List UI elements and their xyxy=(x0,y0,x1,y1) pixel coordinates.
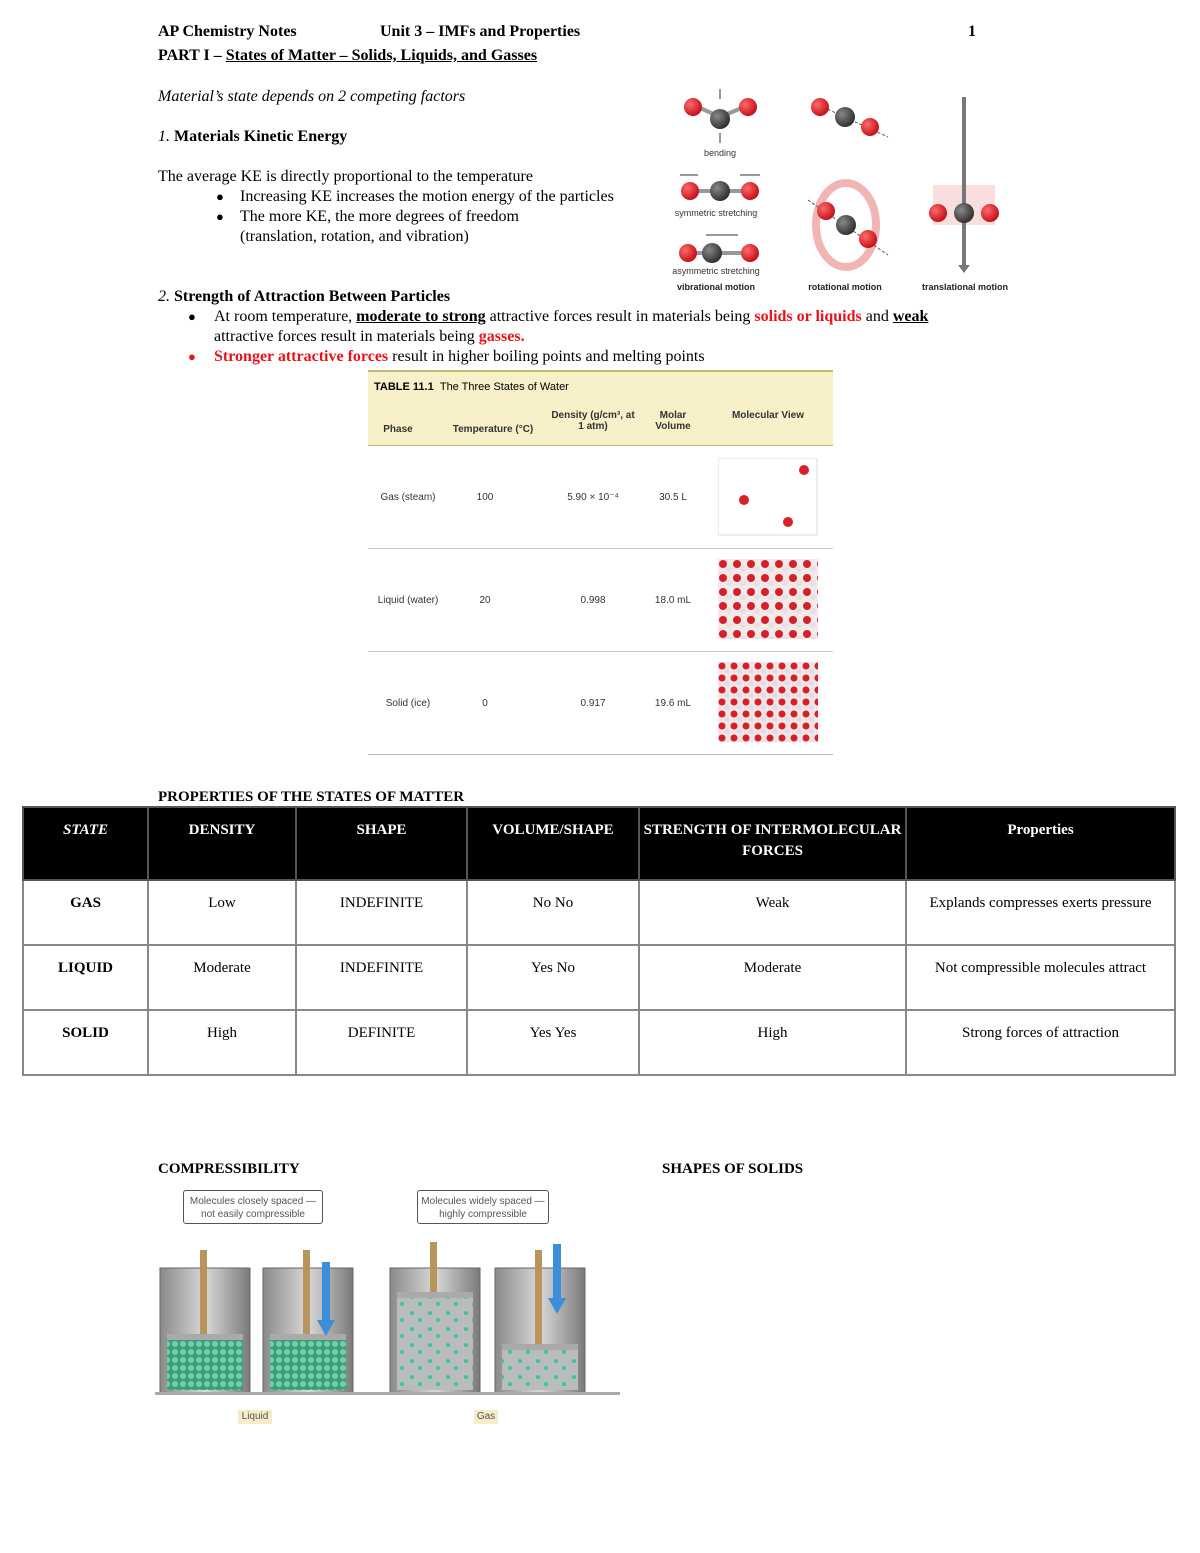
section1-bullet-2-cont: (translation, rotation, and vibration) xyxy=(240,228,469,245)
symmetric-label: symmetric stretching xyxy=(674,208,758,218)
symmetric-stretch-molecule-icon xyxy=(680,175,760,201)
section2-bullet-2: Stronger attractive forces result in higher boiling points and melting points xyxy=(214,348,705,365)
section1-bullet-2: The more KE, the more degrees of freedom xyxy=(240,208,519,225)
liquid-cylinder-compressed-icon xyxy=(263,1250,353,1393)
imf-cell: High xyxy=(639,1010,906,1075)
properties-cell: Strong forces of attraction xyxy=(906,1010,1175,1075)
part-prefix: PART I – xyxy=(158,47,226,64)
density-cell: Moderate xyxy=(148,945,296,1010)
state-cell: SOLID xyxy=(23,1010,148,1075)
gas-cylinder-compressed-icon xyxy=(495,1244,585,1393)
shape-cell: INDEFINITE xyxy=(296,945,467,1010)
properties-cell: Explands compresses exerts pressure xyxy=(906,880,1175,945)
bending-molecule-icon xyxy=(684,89,757,143)
gas-callout: Molecules widely spaced — highly compressible xyxy=(417,1190,549,1224)
table111-title: TABLE 11.1 The Three States of Water xyxy=(368,370,833,402)
col-header-volume-shape: VOLUME/SHAPE xyxy=(467,807,639,880)
col-header-imf-strength: STRENGTH OF INTERMOLECULAR FORCES xyxy=(639,807,906,880)
shapes-of-solids-title: SHAPES OF SOLIDS xyxy=(662,1161,804,1177)
volume-shape-cell: Yes No xyxy=(467,945,639,1010)
section2-bullet-1: At room temperature, moderate to strong attractive forces result in materials being solids or liquids and weak xyxy=(214,308,929,325)
imf-cell: Weak xyxy=(639,880,906,945)
table111-header: Phase Temperature (°C) Density (g/cm³, at 1 atm) Molar Volume Molecular View xyxy=(368,402,833,446)
col-header-density: DENSITY xyxy=(148,807,296,880)
bullet-icon: ● xyxy=(188,309,196,324)
section2-heading xyxy=(158,287,450,307)
section2-bullet-1-cont: attractive forces result in materials being gasses. xyxy=(214,328,525,345)
props-header-row xyxy=(23,807,1175,880)
section2-title: Strength of Attraction Between Particles xyxy=(174,288,451,305)
table111-row: Liquid (water) 20 0.998 18.0 mL xyxy=(368,549,833,652)
translational-molecule-icon xyxy=(929,97,999,273)
liquid-molecular-view xyxy=(718,559,818,639)
steam-molecular-view xyxy=(718,458,818,536)
table-row xyxy=(23,880,1175,945)
bullet-icon: ● xyxy=(216,209,224,224)
rotational-molecule-icon xyxy=(808,98,888,267)
table111-row: Gas (steam) 100 5.90 × 10⁻⁴ 30.5 L xyxy=(368,446,833,549)
properties-cell: Not compressible molecules attract xyxy=(906,945,1175,1010)
shape-cell: DEFINITE xyxy=(296,1010,467,1075)
imf-cell: Moderate xyxy=(639,945,906,1010)
gas-tag: Gas xyxy=(474,1410,498,1424)
col-header-properties: Properties xyxy=(906,807,1175,880)
vibrational-label: vibrational motion xyxy=(676,282,756,292)
liquid-callout: Molecules closely spaced — not easily compressible xyxy=(183,1190,323,1224)
table-row xyxy=(23,945,1175,1010)
compressibility-figure xyxy=(155,1228,620,1408)
part-title: States of Matter – Solids, Liquids, and Gasses xyxy=(225,47,538,64)
section2-number: 2. xyxy=(158,288,170,305)
asymmetric-label: asymmetric stretching xyxy=(672,266,760,276)
unit-title: Unit 3 – IMFs and Properties xyxy=(380,23,581,40)
intro-text: Material’s state depends on 2 competing factors xyxy=(158,88,466,105)
col-header-shape: SHAPE xyxy=(296,807,467,880)
bending-label: bending xyxy=(703,148,737,158)
state-cell: LIQUID xyxy=(23,945,148,1010)
bullet-icon: ● xyxy=(188,349,196,364)
compressibility-title: COMPRESSIBILITY xyxy=(158,1161,300,1177)
liquid-cylinder-icon xyxy=(160,1250,250,1393)
section1-number: 1. xyxy=(158,128,170,145)
rotational-label: rotational motion xyxy=(808,282,882,292)
section1-lead: The average KE is directly proportional to the temperature xyxy=(158,168,533,185)
molecular-motion-figure xyxy=(668,85,1028,295)
bullet-icon: ● xyxy=(216,189,224,204)
water-states-table xyxy=(368,370,833,755)
table111-row: Solid (ice) 0 0.917 19.6 mL xyxy=(368,652,833,755)
gas-cylinder-icon xyxy=(390,1242,480,1393)
translational-label: translational motion xyxy=(921,282,1009,292)
volume-shape-cell: Yes Yes xyxy=(467,1010,639,1075)
page-number: 1 xyxy=(968,23,976,40)
part-heading xyxy=(158,47,537,65)
properties-table xyxy=(22,806,1176,1076)
state-cell: GAS xyxy=(23,880,148,945)
density-cell: High xyxy=(148,1010,296,1075)
table-row xyxy=(23,1010,1175,1075)
col-header-state: STATE xyxy=(23,807,148,880)
density-cell: Low xyxy=(148,880,296,945)
liquid-tag: Liquid xyxy=(238,1410,272,1424)
section1-title: Materials Kinetic Energy xyxy=(174,128,348,145)
section1-bullet-1: Increasing KE increases the motion energy of the particles xyxy=(240,188,614,205)
ice-molecular-view xyxy=(718,662,818,742)
volume-shape-cell: No No xyxy=(467,880,639,945)
props-table-caption: PROPERTIES OF THE STATES OF MATTER xyxy=(158,789,465,805)
course-title: AP Chemistry Notes xyxy=(158,23,297,40)
asymmetric-stretch-molecule-icon xyxy=(679,235,759,263)
shape-cell: INDEFINITE xyxy=(296,880,467,945)
section1-heading xyxy=(158,127,347,147)
